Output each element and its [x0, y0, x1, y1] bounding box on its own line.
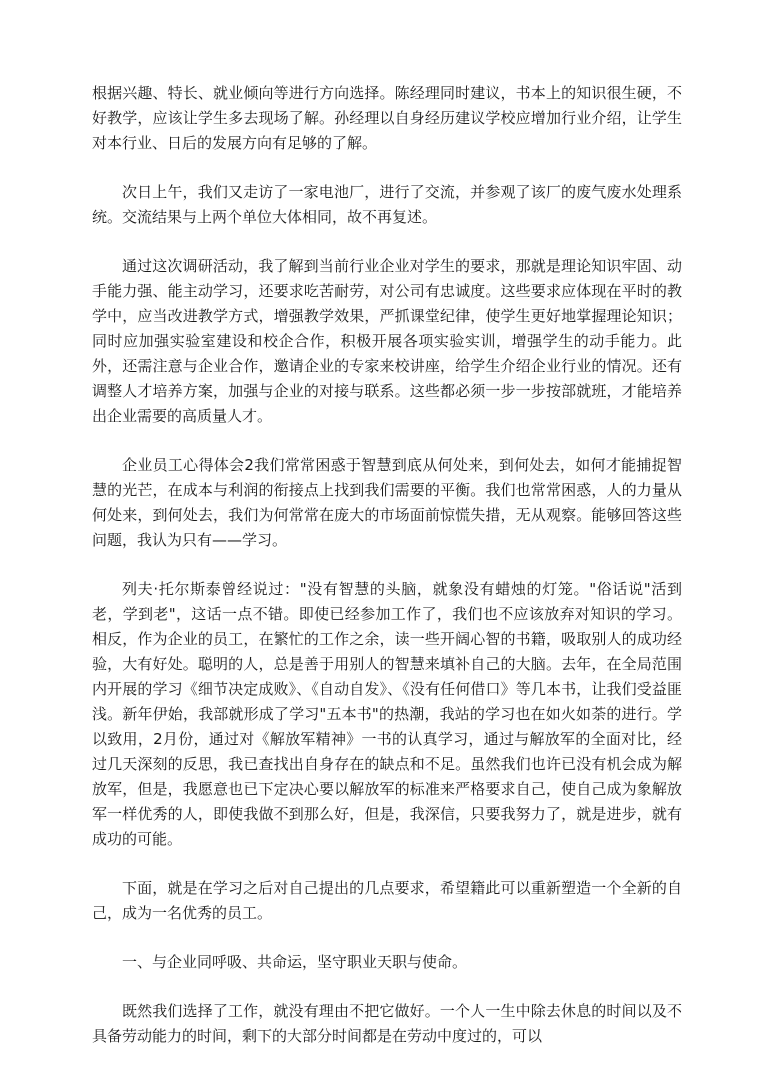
paragraph-battery-factory-visit: 次日上午，我们又走访了一家电池厂，进行了交流，并参观了该厂的废气废水处理系统。交流结果与上两个单位大体相同，故不再复述。	[92, 183, 682, 226]
section-heading-1: 一、与企业同呼吸、共命运，坚守职业天职与使命。	[122, 953, 468, 971]
paragraph-work-choice: 既然我们选择了工作，就没有理由不把它做好。一个人一生中除去休息的时间以及不具备劳动能力的时间，剩下的大部分时间都是在劳动中度过的，可以	[92, 1002, 682, 1045]
document-page	[92, 81, 682, 1073]
paragraph-employee-reflection-2: 企业员工心得体会2我们常常困惑于智慧到底从何处来，到何处去，如何才能捕捉智慧的光芒，在成本与利润的衔接点上找到我们需要的平衡。我们也常常困惑，人的力量从何处来，到何处去，我们为何常常在庞大的市场面前惊慌失措，无从观察。能够回答这些问题，我认为只有——学习。	[92, 456, 682, 549]
paragraph-self-requirements: 下面，就是在学习之后对自己提出的几点要求，希望籍此可以重新塑造一个全新的自己，成为一名优秀的员工。	[92, 879, 682, 922]
paragraph-tolstoy-quote: 列夫·托尔斯泰曾经说过："没有智慧的头脑，就象没有蜡烛的灯笼。"俗话说"活到老，学到老"，这话一点不错。即使已经参加工作了，我们也不应该放弃对知识的学习。相反，作为企业的员工，在繁忙的工作之余，读一些开阔心智的书籍，吸取别人的成功经验，大有好处。聪明的人，总是善于用别人的智慧来填补自己的大脑。去年，在全局范围内开展的学习《细节决定成败》、《自动自发》、《没有任何借口》等几本书，让我们受益匪浅。新年伊始，我部就形成了学习"五本书"的热潮，我站的学习也在如火如荼的进行。学以致用，2月份，通过对《解放军精神》一书的认真学习，通过与解放军的全面对比，经过几天深刻的反思，我已查找出自身存在的缺点和不足。虽然我们也许已没有机会成为解放军，但是，我愿意也已下定决心要以解放军的标准来严格要求自己，使自己成为象解放军一样优秀的人，即使我做不到那么好，但是，我深信，只要我努力了，就是进步，就有成功的可能。	[92, 580, 682, 848]
paragraph-research-conclusion: 通过这次调研活动，我了解到当前行业企业对学生的要求，那就是理论知识牢固、动手能力强、能主动学习，还要求吃苦耐劳，对公司有忠诚度。这些要求应体现在平时的教学中，应当改进教学方式，增强教学效果，严抓课堂纪律，使学生更好地掌握理论知识；同时应加强实验室建设和校企合作，积极开展各项实验实训，增强学生的动手能力。此外，还需注意与企业合作，邀请企业的专家来校讲座，给学生介绍企业行业的情况。还有调整人才培养方案，加强与企业的对接与联系。这些都必须一步一步按部就班，才能培养出企业需要的高质量人才。	[92, 257, 682, 425]
paragraph-continuation: 根据兴趣、特长、就业倾向等进行方向选择。陈经理同时建议，书本上的知识很生硬，不好教学，应该让学生多去现场了解。孙经理以自身经历建议学校应增加行业介绍，让学生对本行业、日后的发展方向有足够的了解。	[92, 84, 682, 152]
